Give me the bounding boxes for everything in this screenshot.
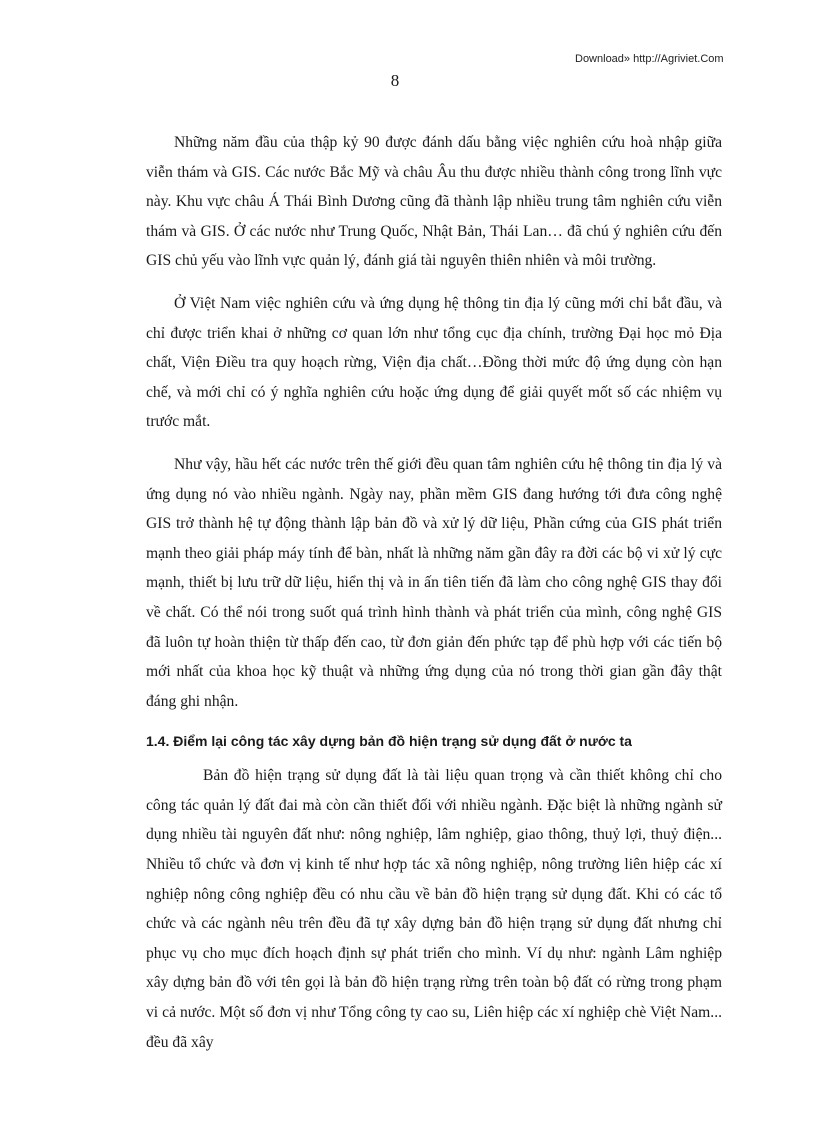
download-source-link[interactable]: Download» http://Agriviet.Com [575,53,724,65]
paragraph-gis-history: Những năm đầu của thập kỷ 90 được đánh dấu bằng việc nghiên cứu hoà nhập giữa viễn thám và GIS. Các nước Bắc Mỹ và châu Âu thu được nhiều thành công trong lĩnh vực này. Khu vực châu Á Thái Bình Dương cũng đã thành lập nhiều trung tâm nghiên cứu viễn thám và GIS. Ở các nước như Trung Quốc, Nhật Bản, Thái Lan… đã chú ý nghiên cứu đến GIS chủ yếu vào lĩnh vực quản lý, đánh giá tài nguyên thiên nhiên và môi trường. [146,134,722,270]
page-number: 8 [390,71,400,90]
paragraph-land-use-maps: Bản đồ hiện trạng sử dụng đất là tài liệu quan trọng và cần thiết không chỉ cho công tác quản lý đất đai mà còn cần thiết đối với nhiều ngành. Đặc biệt là những ngành sử dụng nhiều tài nguyên đất như: nông nghiệp, lâm nghiệp, giao thông, thuỷ lợi, thuỷ điện... Nhiều tổ chức và đơn vị kinh tế như hợp tác xã nông nghiệp, nông trường liên hiệp các xí nghiệp nông công nghiệp đều có nhu cầu về bản đồ hiện trạng sử dụng đất. Khi có các tổ chức và các ngành nêu trên đều đã tự xây dựng bản đồ hiện trạng sử dụng đất nhưng chỉ phục vụ cho mục đích hoạch định sự phát triển cho mình. Ví dụ như: ngành Lâm nghiệp xây dựng bản đồ với tên gọi là bản đồ hiện trạng rừng trên toàn bộ đất có rừng trong phạm vi cả nước. Một số đơn vị như Tổng công ty cao su, Liên hiệp các xí nghiệp chè Việt Nam... đều đã xây [146,767,722,1051]
section-heading: 1.4. Điểm lại công tác xây dựng bản đồ hiện trạng sử dụng đất ở nước ta [146,733,632,750]
paragraph-vietnam-gis: Ở Việt Nam việc nghiên cứu và ứng dụng hệ thông tin địa lý cũng mới chỉ bắt đầu, và chỉ được triển khai ở những cơ quan lớn như tổng cục địa chính, trường Đại học mỏ Địa chất, Viện Điều tra quy hoạch rừng, Viện địa chất…Đồng thời mức độ ứng dụng còn hạn chế, và mới chỉ có ý nghĩa nghiên cứu hoặc ứng dụng để giải quyết mốt số các nhiệm vụ trước mắt. [146,294,722,431]
document-body [146,128,722,1070]
paragraph-gis-development: Như vậy, hầu hết các nước trên thế giới đều quan tâm nghiên cứu hệ thông tin địa lý và ứng dụng nó vào nhiều ngành. Ngày nay, phần mềm GIS đang hướng tới đưa công nghệ GIS trở thành hệ tự động thành lập bản đồ và xử lý dữ liệu, Phần cứng của GIS phát triển mạnh theo giải pháp máy tính để bàn, nhất là những năm gần đây ra đời các bộ vi xử lý cực mạnh, thiết bị lưu trữ dữ liệu, hiển thị và in ấn tiên tiến đã làm cho công nghệ GIS thay đổi về chất. Có thể nói trong suốt quá trình hình thành và phát triển của mình, công nghệ GIS đã luôn tự hoàn thiện từ thấp đến cao, từ đơn giản đến phức tạp để phù hợp với các tiến bộ mới nhất của khoa học kỹ thuật và những ứng dụng của nó trong thời gian gần đây thật đáng ghi nhận. [146,455,722,710]
